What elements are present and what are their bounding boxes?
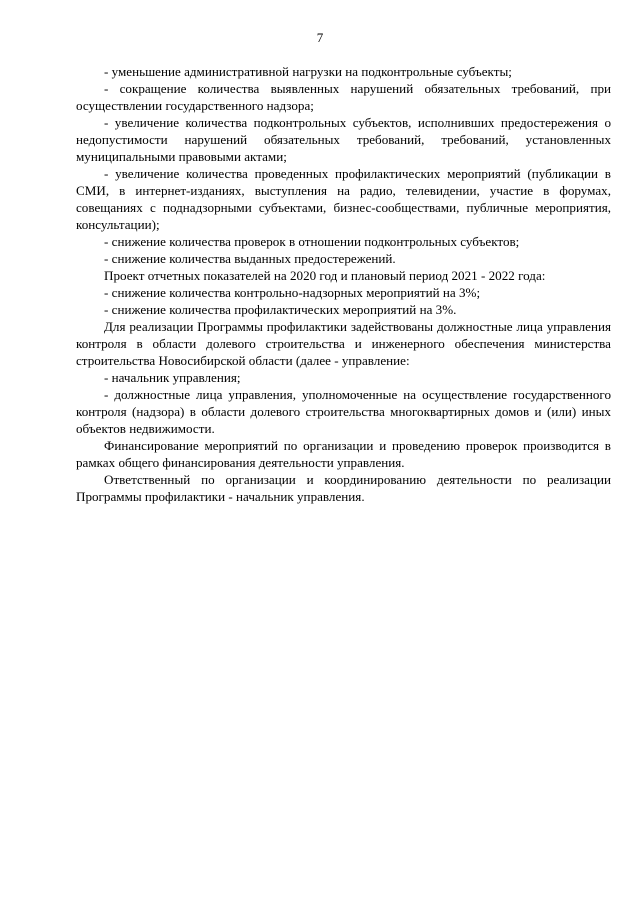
bullet-reduce-preventive-events: - снижение количества профилактических мероприятий на 3%. bbox=[104, 302, 457, 317]
bullet-reduce-violations: - сокращение количества выявленных нарушений обязательных требований, при осуществлении государственного надзора; bbox=[76, 81, 611, 113]
bullet-reduce-admin-burden: - уменьшение административной нагрузки на подконтрольные субъекты; bbox=[104, 64, 512, 79]
page-number: 7 bbox=[316, 30, 324, 45]
document-body bbox=[76, 63, 611, 505]
paragraph-financing: Финансирование мероприятий по организации и проведению проверок производится в рамках общего финансирования деятельности управления. bbox=[76, 438, 611, 470]
paragraph-draft-indicators: Проект отчетных показателей на 2020 год и плановый период 2021 - 2022 года: bbox=[104, 268, 546, 283]
bullet-head-of-department: - начальник управления; bbox=[104, 370, 241, 385]
bullet-authorized-officials: - должностные лица управления, уполномоченные на осуществление государственного контроля (надзора) в области долевого строительства многоквартирных домов и (или) иных объектов недвижимости. bbox=[76, 387, 611, 436]
paragraph-responsible-person: Ответственный по организации и координированию деятельности по реализации Программы профилактики - начальник управления. bbox=[76, 472, 611, 504]
bullet-increase-preventive-events: - увеличение количества проведенных профилактических мероприятий (публикации в СМИ, в интернет-изданиях, выступления на радио, телевидении, участие в форумах, совещаниях с поднадзорными субъектами, бизнес-сообществами, публичные мероприятия, консультации); bbox=[76, 166, 611, 232]
paragraph-program-officials: Для реализации Программы профилактики задействованы должностные лица управления контроля в области долевого строительства и инженерного обеспечения министерства строительства Новосибирской области (далее - управление: bbox=[76, 319, 611, 368]
bullet-reduce-warnings-issued: - снижение количества выданных предостережений. bbox=[104, 251, 396, 266]
bullet-increase-warnings-fulfilled: - увеличение количества подконтрольных субъектов, исполнивших предостережения о недопустимости нарушений обязательных требований, требований, установленных муниципальными правовыми актами; bbox=[76, 115, 611, 164]
bullet-reduce-control-events: - снижение количества контрольно-надзорных мероприятий на 3%; bbox=[104, 285, 481, 300]
bullet-reduce-inspections: - снижение количества проверок в отношении подконтрольных субъектов; bbox=[104, 234, 520, 249]
